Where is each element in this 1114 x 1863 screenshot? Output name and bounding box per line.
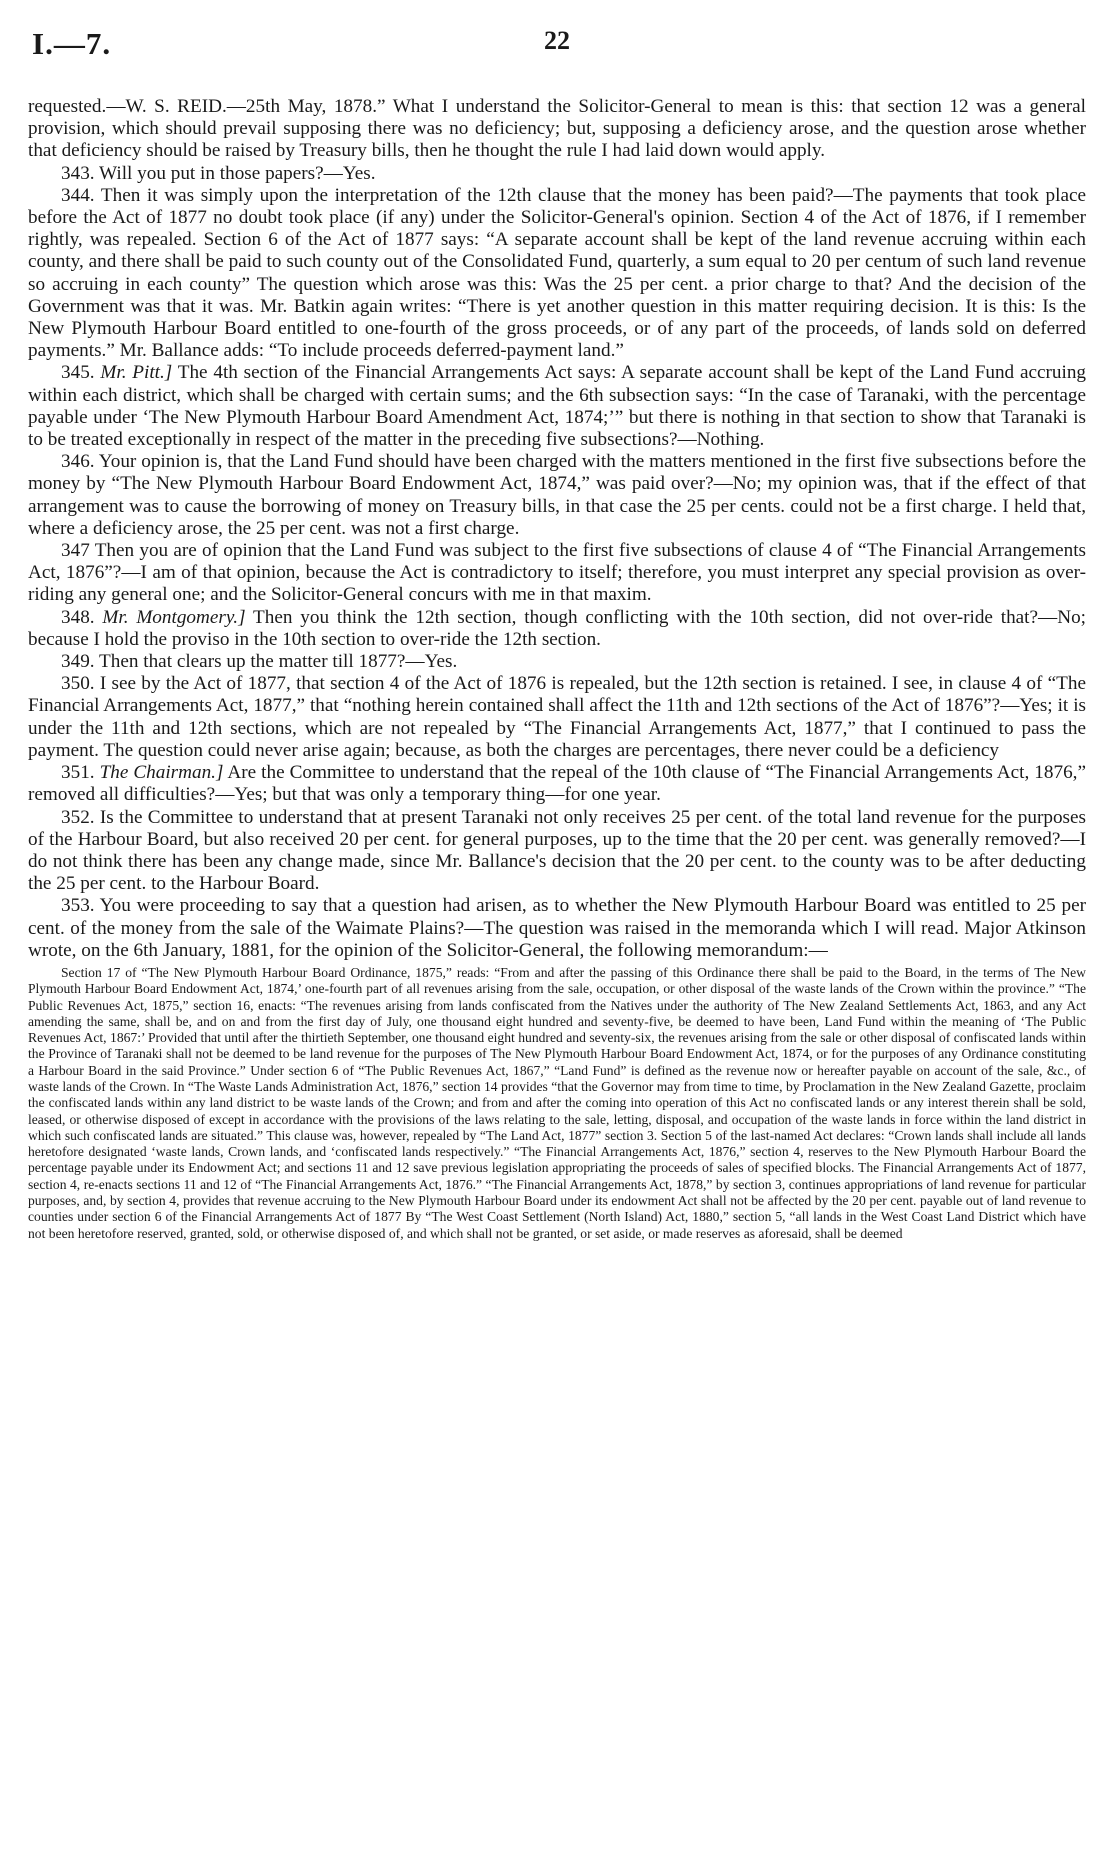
paragraph-text: Will you put in those papers?—Yes. [99, 162, 376, 184]
document-page [28, 26, 1086, 1242]
memorandum-block [28, 965, 1086, 1242]
paragraph-347 [28, 540, 1086, 607]
paragraph-350 [28, 673, 1086, 762]
paragraph-text: Then that clears up the matter till 1877?—Yes. [99, 651, 458, 673]
paragraph-351 [28, 762, 1086, 806]
paragraph-348 [28, 607, 1086, 651]
paragraph-continuation [28, 96, 1086, 163]
paragraph-number: 343. [61, 162, 95, 184]
paragraph-352 [28, 807, 1086, 896]
paragraph-text: The 4th section of the Financial Arrangements Act says: A separate account shall be kept of the Land Fund accruing within each district, which shall be charged with certain sums; and the 6th subsection says: “In the case of Taranaki, with the percentage payable under ‘The New Plymouth Harbour Board Amendment Act, 1874;’” but there is nothing in that section to show that Taranaki is to be treated exceptionally in respect of the matter in the preceding five subsections?—Nothing. [28, 362, 1087, 451]
paragraph-346 [28, 451, 1086, 540]
paragraph-text: You were proceeding to say that a question had arisen, as to whether the New Plymouth Harbour Board was entitled to 25 per cent. of the money from the sale of the Waimate Plains?—The question was raised in the memoranda which I will read. Major Atkinson wrote, on the 6th January, 1881, for the opinion of the Solicitor-General, the following memorandum:— [28, 895, 1086, 961]
paragraph-text: Is the Committee to understand that at present Taranaki not only receives 25 per cent. of the total land revenue for the purposes of the Harbour Board, but also received 20 per cent. for general purposes, up to the time that the 20 per cent. was generally removed?—I do not think there has been any change made, since Mr. Ballance's decision that the 20 per cent. to the county was to be after deducting the 25 per cent. to the Harbour Board. [28, 806, 1086, 895]
paragraph-text: requested.—W. S. REID.—25th May, 1878.” What I understand the Solicitor-General to mean is this: that section 12 was a general provision, which should prevail supposing there was no deficiency; but, supposing a deficiency arose, and the question arose whether that deficiency should be raised by Treasury bills, then he thought the rule I had laid down would apply. [28, 96, 1086, 162]
paragraph-number: 351. [61, 762, 95, 784]
paragraph-344 [28, 185, 1086, 363]
page-header [28, 26, 1086, 66]
paragraph-number: 344. [61, 184, 95, 206]
memorandum-text: Section 17 of “The New Plymouth Harbour Board Ordinance, 1875,” reads: “From and after the passing of this Ordinance there shall be paid to the Board, in the terms of The New Plymouth Harbour Board Endowment Act, 1874,’ one-fourth part of all revenues arising from the sale, occupation, or other disposal of the waste lands of the Crown within the province.” “The Public Revenues Act, 1875,” section 16, enacts: “The revenues arising from lands confiscated from the Natives under the authority of The New Zealand Settlements Act, 1863, and any Act amending the same, shall be, and on and from the first day of July, one thousand eight hundred and seventy-five, be deemed to have been, Land Fund within the meaning of ‘The Public Revenues Act, 1867:’ Provided that until after the thirtieth September, one thousand eight hundred and seventy-six, the revenues arising from the sale or other disposal of confiscated lands within the Province of Taranaki shall not be deemed to be land revenue for the purposes of The New Plymouth Harbour Board Endowment Act, 1874, or for the purposes of any Ordinance constituting a Harbour Board in the said Province.” Under section 6 of “The Public Revenues Act, 1867,” “Land Fund” is defined as the revenue now or hereafter payable on account of the sale, &c., of waste lands of the Crown. In “The Waste Lands Administration Act, 1876,” section 14 provides “that the Governor may from time to time, by Proclamation in the New Zealand Gazette, proclaim the confiscated lands within any land district to be waste lands of the Crown; and from and after the coming into operation of this Act no confiscated lands or any interest therein shall be sold, leased, or otherwise disposed of except in accordance with the provisions of the laws relating to the sale, letting, disposal, and occupation of the waste lands in force within the land district in which such confiscated lands are situated.” This clause was, however, repealed by “The Land Act, 1877” section 3. Section 5 of the last-named Act declares: “Crown lands shall include all lands heretofore designated ‘waste lands, Crown lands, and ‘confiscated lands respectively.” “The Financial Arrangements Act, 1876,” section 4, reserves to the New Plymouth Harbour Board the percentage payable under its Endowment Act; and sections 11 and 12 save previous legislation appropriating the proceeds of sales of specified blocks. The Financial Arrangements Act of 1877, section 4, re-enacts sections 11 and 12 of “The Financial Arrangements Act, 1876.” “The Financial Arrangements Act, 1878,” by section 3, continues appropriations of land revenue for particular purposes, and, by section 4, provides that revenue accruing to the New Plymouth Harbour Board under its endowment Act shall not be affected by the 20 per cent. payable out of land revenue to counties under section 6 of the Financial Arrangements Act of 1877 By “The West Coast Settlement (North Island) Act, 1880,” section 5, “all lands in the West Coast Land District which have not been heretofore reserved, granted, sold, or otherwise disposed of, and which shall not be granted, or set aside, or made reserves as aforesaid, shall be deemed [28, 964, 1086, 1241]
paragraph-353 [28, 895, 1086, 962]
paragraph-text: Your opinion is, that the Land Fund should have been charged with the matters mentioned in the first five subsections before the money by “The New Plymouth Harbour Board Endowment Act, 1874,” was paid over?—No; my opinion was, that if the effect of that arrangement was to cause the borrowing of money on Treasury bills, in that case the 25 per cents. could not be a first charge. I held that, where a deficiency arose, the 25 per cent. was not a first charge. [28, 451, 1086, 539]
paragraph-345 [28, 362, 1086, 451]
paragraph-number: 352. [61, 806, 95, 828]
paragraph-text: I see by the Act of 1877, that section 4 of the Act of 1876 is repealed, but the 12th section is retained. I see, in clause 4 of “The Financial Arrangements Act, 1877,” that “nothing herein contained shall affect the 11th and 12th sections of the Act of 1876”?—Yes; it is under the 11th and 12th sections, which are not repealed by “The Financial Arrangements Act, 1877,” that I continued to pass the payment. The question could never arise again; because, as both the charges are percentages, there never could be a deficiency [28, 673, 1087, 761]
paragraph-number: 347 [61, 540, 90, 562]
page-number: 22 [544, 26, 570, 55]
paragraph-number: 346. [61, 451, 95, 473]
document-code: I.—7. [32, 26, 112, 61]
speaker-label: Mr. Pitt.] [100, 362, 173, 384]
paragraph-number: 345. [61, 362, 95, 384]
paragraph-text: Then you are of opinion that the Land Fund was subject to the first five subsections of clause 4 of “The Financial Arrangements Act, 1876”?—I am of that opinion, because the Act is contradictory to itself; therefore, you must interpret any special provision as over-riding any general one; and the Solicitor-General concurs with me in that maxim. [28, 540, 1086, 606]
paragraph-number: 348. [61, 606, 95, 628]
paragraph-text: Then it was simply upon the interpretation of the 12th clause that the money has been paid?—The payments that took place before the Act of 1877 no doubt took place (if any) under the Solicitor-General's opinion. Section 4 of the Act of 1876, if I remember rightly, was repealed. Section 6 of the Act of 1877 says: “A separate account shall be kept of the land revenue accruing within each county, and there shall be paid to such county out of the Consolidated Fund, quarterly, a sum equal to 20 per centum of such land revenue so accruing in each county” The question which arose was this: Was the 25 per cent. a prior charge to that? And the decision of the Government was that it was. Mr. Batkin again writes: “There is yet another question in this matter requiring decision. It is this: Is the New Plymouth Harbour Board entitled to one-fourth of the gross proceeds, or of any part of the proceeds, of lands sold on deferred payments.” Mr. Ballance adds: “To include proceeds deferred-payment land.” [28, 184, 1087, 362]
testimony-text [28, 96, 1086, 962]
paragraph-343 [28, 163, 1086, 185]
paragraph-number: 350. [61, 673, 95, 695]
paragraph-number: 353. [61, 895, 95, 917]
paragraph-349 [28, 651, 1086, 673]
paragraph-number: 349. [61, 651, 95, 673]
paragraph-text: Then you think the 12th section, though conflicting with the 10th section, did not over-ride that?—No; because I hold the proviso in the 10th section to over-ride the 12th section. [28, 606, 1086, 650]
paragraph-text: Are the Committee to understand that the repeal of the 10th clause of “The Financial Arrangements Act, 1876,” removed all difficulties?—Yes; but that was only a temporary thing—for one year. [28, 762, 1086, 806]
speaker-label: Mr. Montgomery.] [102, 606, 246, 628]
speaker-label: The Chairman.] [99, 762, 224, 784]
